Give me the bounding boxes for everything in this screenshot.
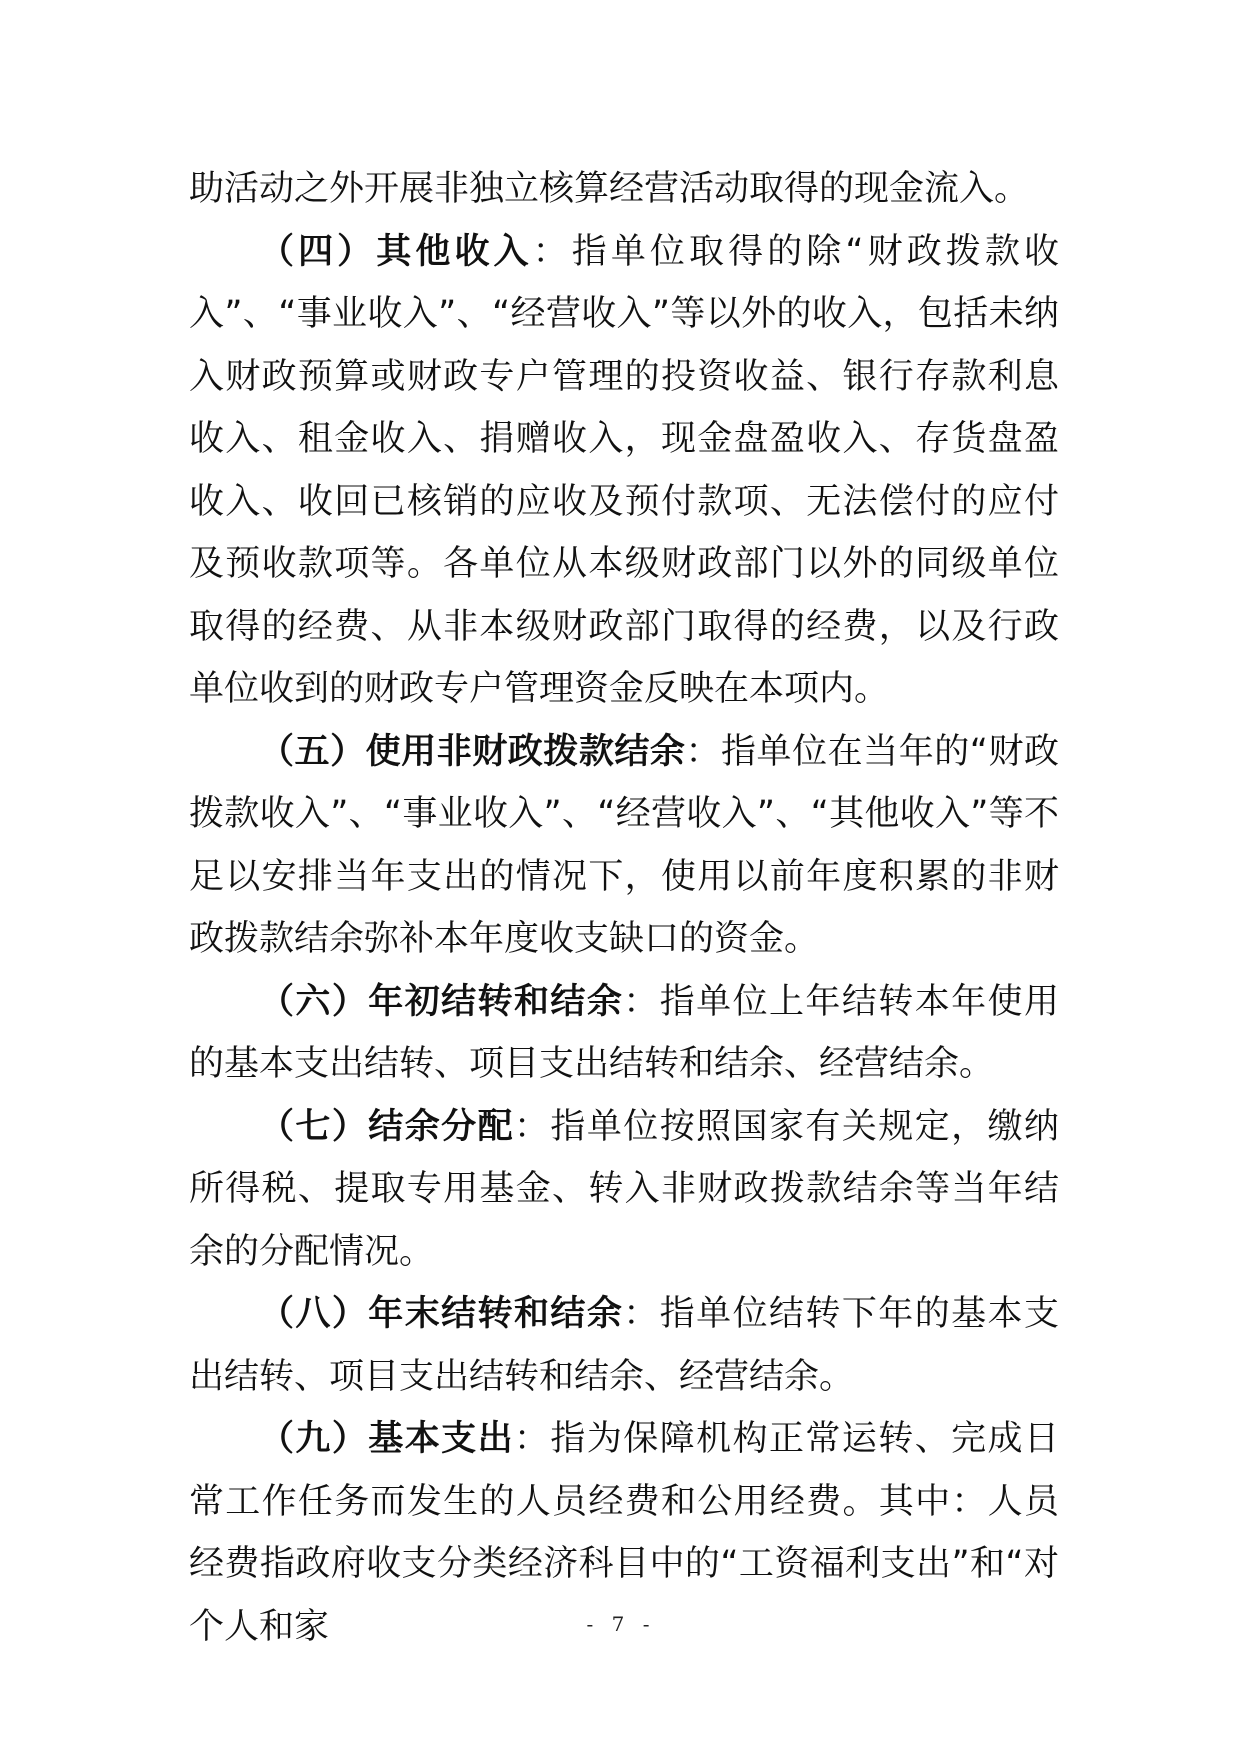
paragraph-non-fiscal-surplus bbox=[189, 721, 1059, 971]
paragraph-term: （七）结余分配 bbox=[259, 1106, 514, 1147]
paragraph-text: ：指为保障机构正常运转、完成日常工作任务而发生的人员经费和公用经费。其中：人员经费指政府收支分类经济科目中的“工资福利支出”和“对个人和家 bbox=[189, 1419, 1059, 1647]
paragraph-other-income bbox=[189, 221, 1059, 721]
paragraph-term: （八）年末结转和结余 bbox=[259, 1294, 624, 1334]
page-number: - 7 - bbox=[586, 1612, 656, 1636]
paragraph-text: ：指单位取得的除“财政拨款收入”、“事业收入”、“经营收入”等以外的收入，包括未纳入财政预算或财政专户管理的投资收益、银行存款利息收入、租金收入、捐赠收入，现金盘盈收入、存货盘盈收入、收回已核销的应收及预付款项、无法偿付的应付及预收款项等。各单位从本级财政部门以外的同级单位取得的经费、从非本级财政部门取得的经费，以及行政单位收到的财政专户管理资金反映在本项内。 bbox=[189, 231, 1059, 709]
paragraph-surplus-distribution bbox=[189, 1096, 1059, 1284]
paragraph-term: （四）其他收入 bbox=[259, 231, 533, 272]
paragraph-term: （九）基本支出 bbox=[259, 1419, 514, 1459]
paragraph-closing-balance bbox=[189, 1283, 1059, 1408]
paragraph-opening-balance bbox=[189, 971, 1059, 1096]
paragraph-text: ：指单位在当年的“财政拨款收入”、“事业收入”、“经营收入”、“其他收入”等不足以安排当年支出的情况下，使用以前年度积累的非财政拨款结余弥补本年度收支缺口的资金。 bbox=[189, 731, 1059, 959]
paragraph-text: 助活动之外开展非独立核算经营活动取得的现金流入。 bbox=[189, 169, 1030, 209]
paragraph-term: （六）年初结转和结余 bbox=[259, 981, 624, 1022]
paragraph-continuation bbox=[189, 158, 1059, 221]
page-body bbox=[189, 158, 1059, 1658]
paragraph-text: ：指单位上年结转本年使用的基本支出结转、项目支出结转和结余、经营结余。 bbox=[189, 981, 1059, 1084]
paragraph-text: ：指单位结转下年的基本支出结转、项目支出结转和结余、经营结余。 bbox=[189, 1294, 1059, 1397]
paragraph-term: （五）使用非财政拨款结余 bbox=[259, 731, 686, 772]
paragraph-text: ：指单位按照国家有关规定，缴纳所得税、提取专用基金、转入非财政拨款结余等当年结余的分配情况。 bbox=[189, 1106, 1059, 1272]
